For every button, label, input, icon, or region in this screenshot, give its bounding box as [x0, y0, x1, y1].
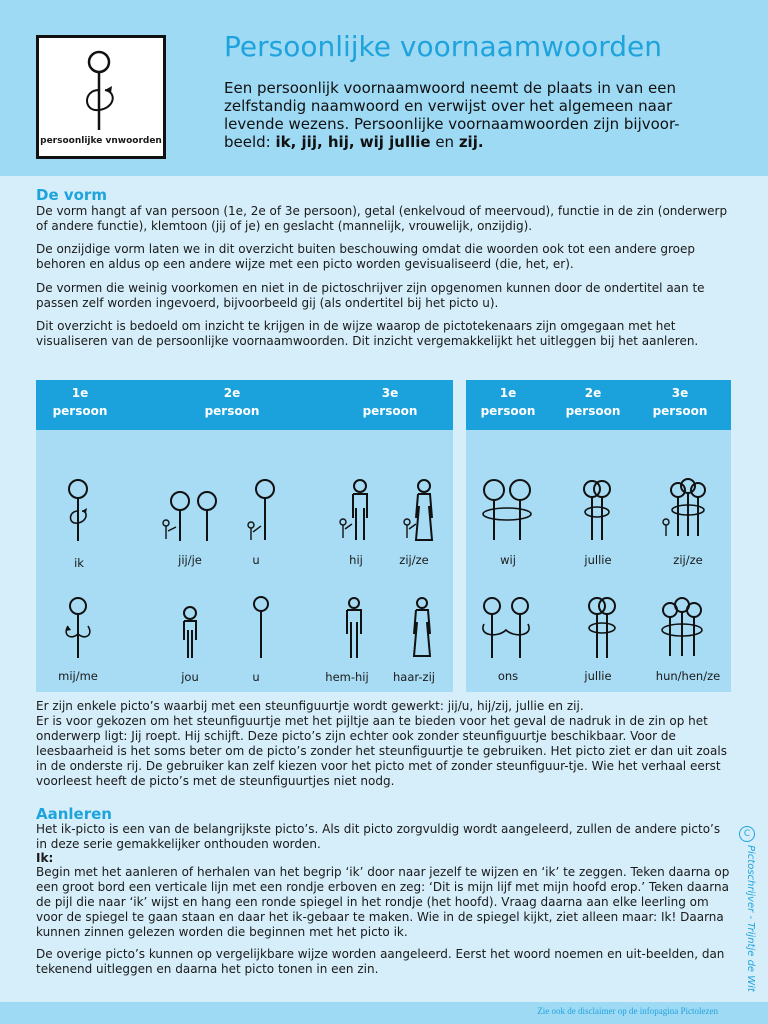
u-formal-picto-icon [250, 596, 274, 662]
jullie-2-picto-icon [585, 596, 621, 662]
label-jullie: jullie [584, 553, 612, 567]
mij-me-picto-icon [60, 596, 100, 662]
ik-picto-icon [39, 38, 163, 138]
aanleren-paragraph-1: Het ik-picto is een van de belangrijkste picto’s. Als dit picto zorgvuldig wordt aangeleerd, zullen de andere picto’s in deze serie gemakkelijker onthouden worden. [36, 822, 721, 851]
author-credit: Pictoschrijver - Trijntje de Wit [745, 845, 756, 992]
wij-picto-icon [478, 478, 538, 544]
logo-caption: persoonlijke vnwoorden [40, 136, 162, 146]
hem-hij-picto-icon [342, 596, 366, 662]
steun-paragraph-2: Er is voor gekozen om het steunfiguurtje met het pijltje aan te bieden voor het geval de nadruk in de zin op het onderwerp ligt: Jij roept. Hij schijft. Deze picto’s zijn echter ook zonder steunfiguurtje beschikbaar. Voor de leesbaarheid is het soms beter om de picto’s zonder het steunfiguurtje te gebruiken. Het picto ziet er dan uit zoals in de onderste rij. De gebruiker kan zelf kiezen voor het picto met of zonder steunfiguur-tje. Wie het verhaal eerst voorleest heeft de picto’s met de steunfiguurtjes niet nodg. [36, 714, 727, 788]
intro-en: en [430, 133, 459, 151]
intro-paragraph [224, 79, 724, 151]
vorm-paragraph-1: De vorm hangt af van persoon (1e, 2e of 3e persoon), getal (enkelvoud of meervoud), functie in de zin (onderwerp of andere functie), klemtoon (jij of je) en geslacht (mannelijk, vrouwelijk, onzijdig). [36, 204, 728, 233]
jij-je-picto-icon [158, 485, 223, 545]
aanleren-heading: Aanleren [36, 805, 112, 823]
zij-ze-picto-icon [400, 478, 440, 544]
steun-paragraph-1: Er zijn enkele picto’s waarbij met een steunfiguurtje wordt gewerkt: jij/u, hij/zij, jullie en zij. [36, 699, 584, 713]
label-hun-hen-ze: hun/hen/ze [655, 669, 721, 683]
hij-picto-icon [336, 478, 376, 544]
label-ons: ons [497, 669, 519, 683]
header-2e-persoon-plural: 2e persoon [565, 386, 621, 418]
header-1e-persoon: 1e persoon [52, 386, 108, 418]
page-title: Persoonlijke voornaamwoorden [224, 30, 663, 63]
jullie-picto-icon [578, 478, 618, 544]
label-hem-hij: hem-hij [325, 670, 369, 684]
hun-hen-ze-picto-icon [658, 596, 708, 662]
vorm-paragraph-3: De vormen die weinig voorkomen en niet in de pictoschrijver zijn opgenomen kunnen door de ondertitel aan te passen zelf worden ingevoerd, bijvoorbeeld gij (als ondertitel bij het picto u). [36, 281, 705, 310]
ik-subheading: Ik: [36, 851, 54, 865]
vorm-paragraph-4: Dit overzicht is bedoeld om inzicht te krijgen in de wijze waarop de pictotekenaars zijn omgegaan met het visualiseren van de persoonlijke voornaamwoorden. Dit inzicht vergemakkelijkt het uitleggen bij het aanleren. [36, 319, 699, 348]
label-zij-ze-plural: zij/ze [673, 553, 703, 567]
label-wij: wij [500, 553, 516, 567]
label-hij: hij [349, 553, 363, 567]
label-haar-zij: haar-zij [393, 670, 435, 684]
copyright-icon: C [739, 826, 755, 842]
haar-zij-picto-icon [410, 596, 434, 662]
jou-picto-icon [178, 606, 202, 662]
label-jullie-2: jullie [584, 669, 612, 683]
zij-ze-plural-picto-icon [660, 478, 710, 544]
footer-disclaimer[interactable]: Zie ook de disclaimer op de infopagina Pictolezen [537, 1006, 718, 1016]
label-zij-ze: zij/ze [399, 553, 429, 567]
label-u: u [252, 553, 260, 567]
header-3e-persoon-plural: 3e persoon [652, 386, 708, 418]
singular-table-header [36, 380, 453, 430]
label-jou: jou [181, 670, 199, 684]
intro-text: Een persoonlijk voornaamwoord neemt de plaats in van een zelfstandig naamwoord en verwijst over het algemeen naar levende wezens. Persoonlijke voornaamwoorden zijn bijvoor-beeld: [224, 79, 680, 151]
aanleren-paragraph-3: De overige picto’s kunnen op vergelijkbare wijze worden aangeleerd. Eerst het woord noemen en uit-beelden, dan tekenend uitleggen en daarna het picto tonen in een zin. [36, 947, 725, 976]
intro-last: zij. [458, 133, 484, 151]
plural-table-header [466, 380, 731, 430]
label-u-2: u [252, 670, 260, 684]
header-3e-persoon: 3e persoon [362, 386, 418, 418]
vorm-paragraph-2: De onzijdige vorm laten we in dit overzicht buiten beschouwing omdat die woorden ook tot een andere groep behoren en aldus op een andere wijze met een picto worden gevisualiseerd (die, het, er). [36, 242, 695, 271]
label-jij-je: jij/je [178, 553, 202, 567]
label-ik: ik [74, 556, 84, 570]
u-picto-icon [244, 478, 284, 544]
header-2e-persoon: 2e persoon [204, 386, 260, 418]
aanleren-paragraph-2: Begin met het aanleren of herhalen van het begrip ‘ik’ door naar jezelf te wijzen en ‘ik’ te zeggen. Teken daarna op een groot bord een verticale lijn met een rondje erboven en zeg: ‘Dit is mijn lijf met mijn hoofd erop.’ Teken daarna de pijl die naar ‘ik’ wijst en hang een ronde spiegel in het rondje (het hoofd). Vraag daarna aan elke leerling om voor de spiegel te gaan staan en daar het ik-gebaar te maken. Wie in de spiegel kijkt, ziet alleen maar: Ik! Daarna kunnen zinnen gelezen worden die beginnen met het picto ik. [36, 865, 730, 939]
ik-picto-icon [60, 475, 100, 545]
vorm-heading: De vorm [36, 186, 107, 204]
label-mij-me: mij/me [58, 669, 98, 683]
intro-bold: ik, jij, hij, wij jullie [275, 133, 431, 151]
ons-picto-icon [478, 596, 538, 662]
logo [36, 35, 166, 159]
header-1e-persoon-plural: 1e persoon [480, 386, 536, 418]
